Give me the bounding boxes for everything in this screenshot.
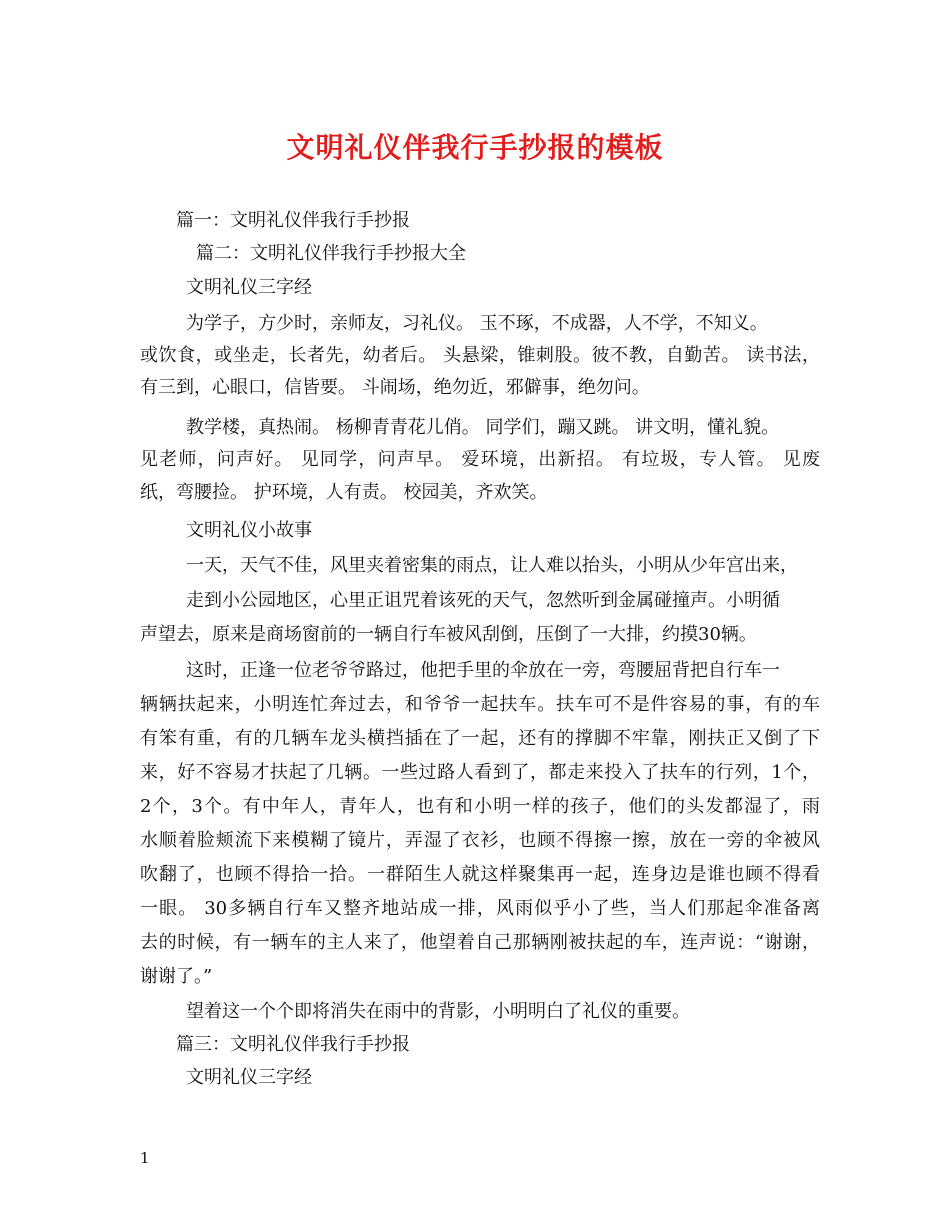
page-number: 1 [140, 1149, 150, 1167]
text-line: 吹翻了，也顾不得拾一拾。一群陌生人就这样聚集再一起，连身边是谁也顾不得看 [140, 864, 820, 885]
text-line: 2个，3个。有中年人，青年人，也有和小明一样的孩子，他们的头发都湿了，雨 [140, 796, 820, 817]
text-line: 一眼。 30多辆自行车又整齐地站成一排，风雨似乎小了些，当人们那起伞准备离 [140, 898, 820, 919]
subheading-etiquette-story: 文明礼仪小故事 [186, 520, 312, 541]
text-line: 见老师，问声好。 见同学，问声早。 爱环境，出新招。 有垃圾，专人管。 见废 [140, 449, 820, 470]
text-line: 这时，正逢一位老爷爷路过，他把手里的伞放在一旁，弯腰屈背把自行车一 [186, 660, 780, 681]
text-line: 来，好不容易才扶起了几辆。一些过路人看到了，都走来投入了扶车的行列，1个， [140, 762, 820, 783]
subheading-three-character-classic: 文明礼仪三字经 [186, 277, 312, 298]
section-heading-3: 篇三：文明礼仪伴我行手抄报 [176, 1034, 410, 1055]
text-line: 谢谢了。” [140, 966, 213, 987]
text-line: 为学子，方少时，亲师友，习礼仪。 玉不琢，不成器，人不学，不知义。 [186, 313, 768, 334]
text-line: 望着这一个个即将消失在雨中的背影，小明明白了礼仪的重要。 [186, 1001, 690, 1022]
text-line: 去的时候，有一辆车的主人来了，他望着自己那辆刚被扶起的车，连声说：“谢谢， [140, 932, 820, 953]
text-line: 纸，弯腰捡。 护环境，人有责。 校园美，齐欢笑。 [140, 482, 548, 503]
text-line: 水顺着脸颊流下来模糊了镜片，弄湿了衣衫，也顾不得擦一擦，放在一旁的伞被风 [140, 830, 820, 851]
text-line: 一天，天气不佳，风里夹着密集的雨点，让人难以抬头，小明从少年宫出来， [186, 555, 798, 576]
text-line: 有三到，心眼口，信皆要。 斗闹场，绝勿近，邪僻事，绝勿问。 [140, 377, 650, 398]
text-line: 辆辆扶起来，小明连忙奔过去，和爷爷一起扶车。扶车可不是件容易的事，有的车 [140, 694, 820, 715]
text-line: 有笨有重，有的几辆车龙头横挡插在了一起，还有的撑脚不牢靠，刚扶正又倒了下 [140, 728, 820, 749]
text-line: 教学楼，真热闹。 杨柳青青花儿俏。 同学们，蹦又跳。 讲文明，懂礼貌。 [186, 417, 780, 438]
section-heading-2: 篇二：文明礼仪伴我行手抄报大全 [196, 243, 466, 264]
page-title: 文明礼仪伴我行手抄报的模板 [286, 131, 664, 164]
subheading-three-character-classic: 文明礼仪三字经 [186, 1067, 312, 1088]
section-heading-1: 篇一：文明礼仪伴我行手抄报 [176, 210, 410, 231]
text-line: 走到小公园地区，心里正诅咒着该死的天气，忽然听到金属碰撞声。小明循 [186, 590, 780, 611]
text-line: 声望去，原来是商场窗前的一辆自行车被风刮倒，压倒了一大排，约摸30辆。 [140, 624, 757, 645]
text-line: 或饮食，或坐走，长者先，幼者后。 头悬梁，锥刺股。彼不教，自勤苦。 读书法， [140, 345, 820, 366]
